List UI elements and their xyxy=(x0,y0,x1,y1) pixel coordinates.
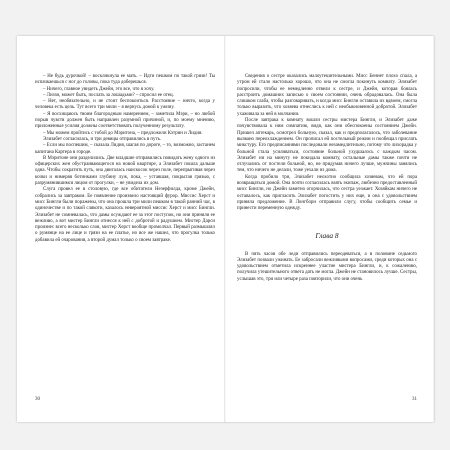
chapter-title: Глава 8 xyxy=(315,230,339,240)
paragraph: В пять часов обе леди отправились переодеваться, а в половине седьмого Элизабет позвали ужинать. Ее забросали вежливыми вопросами, среди которых она с удовольствием отметила искреннее участие мистера Бингли, и, к сожалению, получила утешительного ответа дать не могла. Джейн не становилось лучше. Сестры, услышав это, три или четыре раза повторили, что они очень xyxy=(237,251,417,282)
paragraph: Сведения о сестре оказались малоутешительными. Мисс Беннет плохо спала, а утром ей стало настолько хорошо, что она не смогла покинуть комнату. Элизабет попросили, чтобы ее немедленно отвели к сестре, и Джейн, которая боялась расстроить домашних записью о своем состоянии, очень обрадовалась. Она была слишком слаба, чтобы разговаривать, и когда мисс Бингли оставила их вдвоем, смогла только выразить, что хозяева отнеслись к ней с необыкновенной добротой. Элизабет ухаживала за ней в молчании. xyxy=(237,74,417,117)
page-number-right: 31 xyxy=(412,397,417,402)
right-page-text xyxy=(237,74,417,283)
left-page-text xyxy=(35,74,215,244)
paragraph: – Мы можем пройтись с тобой до Мэритона, – предложили Кэтрин и Лидия. xyxy=(43,130,203,136)
paragraph: – Не будь дурочкой! – воскликнула ее мать. – Идти пешком по такой грязи! Ты испачкаешься с ног до головы, пока туда доберешься. xyxy=(35,74,215,86)
paragraph: Элизабет согласилась, и три девицы отправились в путь. xyxy=(43,136,162,142)
right-page xyxy=(225,36,433,422)
paragraph: – Лиззи, может быть, послать за лошадьми? – спросил ее отец. xyxy=(43,92,174,98)
paragraph: Когда пробило три, Элизабет неохотно сообщила хозяевам, что ей пора возвращаться домой. Она почти согласилась взять экипаж, любезно предоставленный мисс Бингли, но Джейн заметно огорчилась, что сестра уезжает. Хозяйкам ничего не оставалось, как пригласить Элизабет погостить у них еще, и она с удовольствием приняла предложение. В Лонгборн отправили слугу, чтобы сообщить семье и принести переменную одежду. xyxy=(237,174,417,212)
paragraph: – Если мы поспешим, – сказала Лидия, шагая по дороге, – то, возможно, застанем капитана Картера в городе. xyxy=(35,143,215,155)
paragraph: – Я восхищаюсь твоим благородным намерением, – заметила Мэри, – но любой порыв чувств должен быть направлен разумной причиной, и, по моему мнению, приложенные усилия должны соответствовать полученному результату. xyxy=(35,111,215,130)
left-page xyxy=(17,36,225,422)
paragraph: После завтрака к комнату вошли сестры мистера Бингли, и Элизабет даже почувствовала к ним симпатию, видя, как они обеспокоены состоянием Джейн. Пришел аптекарь, осмотрел больную, сказал, как и предполагалось, что заболевание вызвано переохлаждением. Он прописал ей постельный режим и пообещал прислать микстуру. Его предписаниями последовали незамедлительно, потому что лихорадка у больной стала усиливаться, состояние больной ухудшалось с каждым часом. Элизабет ни на минуту не покидала комнату, остальные дамы также почти не отлучались от постели больной, но, не придумав ничего лучше, мужчины занялись тем, что ничего не делали, тоже уехали из дома. xyxy=(237,118,417,174)
paragraph: Слуга провел ее в столовую, где все обитатели Незерфилда, кроме Джейн, собрались за завтраком. Ее появление произвело настоящий фурор. Миссис Херст и мисс Бингли были поражены, что она прошла три мили пешком в такой ранний час, в одиночестве и по такой слякоти, казалось невероятной миссис Херст и мисс Бингли. Элизабет не сомневалась, что дамы осуждают ее за этот поступок, но они приняли ее вежливо, а вот мистер Бингли отнесся к ней с добротой и радушием. Мистер Дарси произнес всего несколько слов, мистер Херст вообще промолчал. Первый размышлял о румянце на ее лице и грязи на ее платье, но все же нашел, что прогулка только добавила ей очарования, а второй думал только о своем завтраке. xyxy=(35,187,215,243)
paragraph: – Ничего, главное увидеть Джейн, это все, что я хочу. xyxy=(43,86,155,92)
page-number-left: 30 xyxy=(35,397,40,402)
paragraph: – Нет, необязательно, и не стоит беспокоиться. Расстояние – ничто, когда у человека есть цель. Тут всего три мили – я вернусь домой к ужину. xyxy=(35,99,215,111)
book-spread xyxy=(17,36,434,422)
paragraph: В Мэритоне они разделились. Две младшие отправились повидать жену одного из офицерских жен обустраивающегося на новой квартире, а Элизабет пошла дальше одна. Чтобы сократить путь, она двигалась наискосок через поле, перепрыгивая через кочки и нимеряя ботинками глубину луж, пока, – уставшая, покрытая грязью, с разрумянившимся лицом от прогулки, – не увидела их дом. xyxy=(35,155,215,187)
